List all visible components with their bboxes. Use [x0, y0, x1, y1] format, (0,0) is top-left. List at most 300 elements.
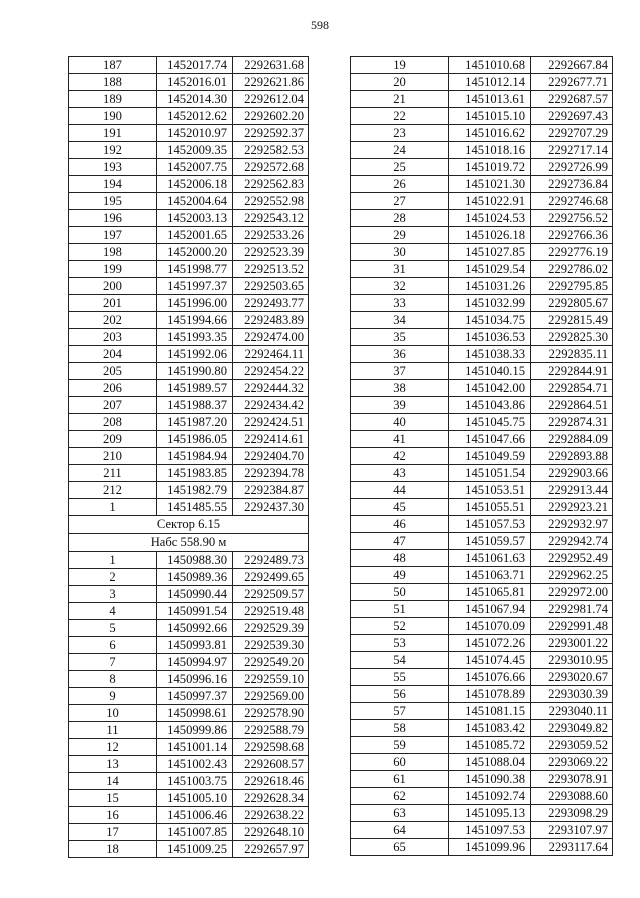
- table-row: [69, 688, 309, 705]
- y-coordinate-cell: 2292631.68: [233, 57, 309, 74]
- table-row: [351, 771, 613, 788]
- x-coordinate-cell: 1451065.81: [449, 584, 531, 601]
- x-coordinate-cell: 1451029.54: [449, 261, 531, 278]
- y-coordinate-cell: 2292493.77: [233, 295, 309, 312]
- x-coordinate-cell: 1450999.86: [157, 722, 233, 739]
- x-coordinate-cell: 1451013.61: [449, 91, 531, 108]
- page-number: 598: [311, 18, 329, 32]
- table-row: [69, 414, 309, 431]
- point-number-cell: 63: [351, 805, 449, 822]
- y-coordinate-cell: 2292612.04: [233, 91, 309, 108]
- x-coordinate-cell: 1451998.77: [157, 261, 233, 278]
- y-coordinate-cell: 2292618.46: [233, 773, 309, 790]
- section-height: Набс 558.90 м: [69, 534, 309, 552]
- y-coordinate-cell: 2292726.99: [531, 159, 613, 176]
- y-coordinate-cell: 2292962.25: [531, 567, 613, 584]
- table-row: [69, 278, 309, 295]
- y-coordinate-cell: 2292539.30: [233, 637, 309, 654]
- y-coordinate-cell: 2292981.74: [531, 601, 613, 618]
- x-coordinate-cell: 1451006.46: [157, 807, 233, 824]
- table-row: [69, 448, 309, 465]
- point-number-cell: 60: [351, 754, 449, 771]
- table-row: [351, 805, 613, 822]
- table-row: [69, 773, 309, 790]
- x-coordinate-cell: 1451063.71: [449, 567, 531, 584]
- table-row: [69, 312, 309, 329]
- y-coordinate-cell: 2292736.84: [531, 176, 613, 193]
- y-coordinate-cell: 2292523.39: [233, 244, 309, 261]
- x-coordinate-cell: 1452012.62: [157, 108, 233, 125]
- table-row: [69, 431, 309, 448]
- y-coordinate-cell: 2292404.70: [233, 448, 309, 465]
- table-row: [69, 586, 309, 603]
- x-coordinate-cell: 1452014.30: [157, 91, 233, 108]
- table-row: [351, 754, 613, 771]
- table-row: [351, 465, 613, 482]
- y-coordinate-cell: 2292509.57: [233, 586, 309, 603]
- y-coordinate-cell: 2292474.00: [233, 329, 309, 346]
- x-coordinate-cell: 1451040.15: [449, 363, 531, 380]
- table-row: [69, 756, 309, 773]
- point-number-cell: 5: [69, 620, 157, 637]
- y-coordinate-cell: 2292559.10: [233, 671, 309, 688]
- y-coordinate-cell: 2292874.31: [531, 414, 613, 431]
- point-number-cell: 19: [351, 57, 449, 74]
- point-number-cell: 34: [351, 312, 449, 329]
- y-coordinate-cell: 2293107.97: [531, 822, 613, 839]
- point-number-cell: 208: [69, 414, 157, 431]
- point-number-cell: 32: [351, 278, 449, 295]
- table-row: [351, 57, 613, 74]
- left-coordinates-table: [68, 56, 309, 858]
- x-coordinate-cell: 1451097.53: [449, 822, 531, 839]
- point-number-cell: 1: [69, 499, 157, 516]
- table-row: [69, 125, 309, 142]
- table-row: [351, 244, 613, 261]
- table-row: [351, 788, 613, 805]
- point-number-cell: 25: [351, 159, 449, 176]
- table-row: [69, 569, 309, 586]
- point-number-cell: 46: [351, 516, 449, 533]
- x-coordinate-cell: 1451042.00: [449, 380, 531, 397]
- table-row: [351, 737, 613, 754]
- table-row: [69, 841, 309, 858]
- y-coordinate-cell: 2292786.02: [531, 261, 613, 278]
- y-coordinate-cell: 2293049.82: [531, 720, 613, 737]
- x-coordinate-cell: 1451057.53: [449, 516, 531, 533]
- point-number-cell: 41: [351, 431, 449, 448]
- x-coordinate-cell: 1451022.91: [449, 193, 531, 210]
- table-row: [351, 567, 613, 584]
- x-coordinate-cell: 1451061.63: [449, 550, 531, 567]
- x-coordinate-cell: 1451989.57: [157, 380, 233, 397]
- table-row: [351, 414, 613, 431]
- point-number-cell: 22: [351, 108, 449, 125]
- y-coordinate-cell: 2292903.66: [531, 465, 613, 482]
- y-coordinate-cell: 2292657.97: [233, 841, 309, 858]
- y-coordinate-cell: 2292533.26: [233, 227, 309, 244]
- table-row: [351, 669, 613, 686]
- table-row: [351, 193, 613, 210]
- table-row: [69, 705, 309, 722]
- y-coordinate-cell: 2292424.51: [233, 414, 309, 431]
- x-coordinate-cell: 1451090.38: [449, 771, 531, 788]
- x-coordinate-cell: 1452010.97: [157, 125, 233, 142]
- table-row: [351, 448, 613, 465]
- x-coordinate-cell: 1451045.75: [449, 414, 531, 431]
- section-title: Сектор 6.15: [69, 516, 309, 534]
- x-coordinate-cell: 1451059.57: [449, 533, 531, 550]
- x-coordinate-cell: 1451009.25: [157, 841, 233, 858]
- point-number-cell: 58: [351, 720, 449, 737]
- point-number-cell: 53: [351, 635, 449, 652]
- x-coordinate-cell: 1451067.94: [449, 601, 531, 618]
- table-row: [351, 550, 613, 567]
- point-number-cell: 37: [351, 363, 449, 380]
- point-number-cell: 193: [69, 159, 157, 176]
- point-number-cell: 52: [351, 618, 449, 635]
- point-number-cell: 50: [351, 584, 449, 601]
- point-number-cell: 31: [351, 261, 449, 278]
- table-row: [351, 822, 613, 839]
- x-coordinate-cell: 1451996.00: [157, 295, 233, 312]
- x-coordinate-cell: 1450989.36: [157, 569, 233, 586]
- table-row: [351, 431, 613, 448]
- x-coordinate-cell: 1451002.43: [157, 756, 233, 773]
- table-row: [351, 108, 613, 125]
- table-row: [69, 363, 309, 380]
- x-coordinate-cell: 1451007.85: [157, 824, 233, 841]
- table-row: [351, 482, 613, 499]
- x-coordinate-cell: 1451027.85: [449, 244, 531, 261]
- left-table-body: [69, 57, 309, 858]
- table-row: [351, 261, 613, 278]
- table-row: [351, 210, 613, 227]
- table-row: [69, 654, 309, 671]
- x-coordinate-cell: 1450997.37: [157, 688, 233, 705]
- x-coordinate-cell: 1452009.35: [157, 142, 233, 159]
- table-row: [69, 91, 309, 108]
- point-number-cell: 57: [351, 703, 449, 720]
- x-coordinate-cell: 1451047.66: [449, 431, 531, 448]
- x-coordinate-cell: 1451982.79: [157, 482, 233, 499]
- y-coordinate-cell: 2292384.87: [233, 482, 309, 499]
- x-coordinate-cell: 1452003.13: [157, 210, 233, 227]
- x-coordinate-cell: 1451010.68: [449, 57, 531, 74]
- x-coordinate-cell: 1451990.80: [157, 363, 233, 380]
- x-coordinate-cell: 1450993.81: [157, 637, 233, 654]
- point-number-cell: 42: [351, 448, 449, 465]
- y-coordinate-cell: 2292513.52: [233, 261, 309, 278]
- point-number-cell: 55: [351, 669, 449, 686]
- table-row: [351, 686, 613, 703]
- point-number-cell: 4: [69, 603, 157, 620]
- table-row: [351, 295, 613, 312]
- table-row: [69, 637, 309, 654]
- point-number-cell: 13: [69, 756, 157, 773]
- point-number-cell: 192: [69, 142, 157, 159]
- point-number-cell: 201: [69, 295, 157, 312]
- point-number-cell: 200: [69, 278, 157, 295]
- y-coordinate-cell: 2292884.09: [531, 431, 613, 448]
- point-number-cell: 40: [351, 414, 449, 431]
- y-coordinate-cell: 2292394.78: [233, 465, 309, 482]
- x-coordinate-cell: 1451034.75: [449, 312, 531, 329]
- table-row: [69, 722, 309, 739]
- point-number-cell: 16: [69, 807, 157, 824]
- y-coordinate-cell: 2292572.68: [233, 159, 309, 176]
- point-number-cell: 21: [351, 91, 449, 108]
- right-coordinates-table: [350, 56, 613, 856]
- table-row: [351, 397, 613, 414]
- table-row: [69, 790, 309, 807]
- point-number-cell: 194: [69, 176, 157, 193]
- point-number-cell: 8: [69, 671, 157, 688]
- table-row: [69, 57, 309, 74]
- x-coordinate-cell: 1451074.45: [449, 652, 531, 669]
- point-number-cell: 20: [351, 74, 449, 91]
- point-number-cell: 198: [69, 244, 157, 261]
- x-coordinate-cell: 1451081.15: [449, 703, 531, 720]
- y-coordinate-cell: 2293078.91: [531, 771, 613, 788]
- y-coordinate-cell: 2292923.21: [531, 499, 613, 516]
- x-coordinate-cell: 1451088.04: [449, 754, 531, 771]
- point-number-cell: 205: [69, 363, 157, 380]
- table-row: [69, 380, 309, 397]
- y-coordinate-cell: 2292972.00: [531, 584, 613, 601]
- table-row: [351, 91, 613, 108]
- x-coordinate-cell: 1451055.51: [449, 499, 531, 516]
- x-coordinate-cell: 1451024.53: [449, 210, 531, 227]
- x-coordinate-cell: 1451997.37: [157, 278, 233, 295]
- x-coordinate-cell: 1451085.72: [449, 737, 531, 754]
- x-coordinate-cell: 1451015.10: [449, 108, 531, 125]
- y-coordinate-cell: 2293088.60: [531, 788, 613, 805]
- point-number-cell: 15: [69, 790, 157, 807]
- y-coordinate-cell: 2292697.43: [531, 108, 613, 125]
- table-row: [69, 482, 309, 499]
- y-coordinate-cell: 2292503.65: [233, 278, 309, 295]
- point-number-cell: 14: [69, 773, 157, 790]
- table-row: [351, 533, 613, 550]
- point-number-cell: 2: [69, 569, 157, 586]
- table-row: [351, 839, 613, 856]
- point-number-cell: 1: [69, 552, 157, 569]
- x-coordinate-cell: 1451031.26: [449, 278, 531, 295]
- y-coordinate-cell: 2292578.90: [233, 705, 309, 722]
- y-coordinate-cell: 2293020.67: [531, 669, 613, 686]
- y-coordinate-cell: 2292444.32: [233, 380, 309, 397]
- table-row: [351, 312, 613, 329]
- y-coordinate-cell: 2292717.14: [531, 142, 613, 159]
- x-coordinate-cell: 1451053.51: [449, 482, 531, 499]
- x-coordinate-cell: 1451038.33: [449, 346, 531, 363]
- point-number-cell: 43: [351, 465, 449, 482]
- point-number-cell: 202: [69, 312, 157, 329]
- y-coordinate-cell: 2293001.22: [531, 635, 613, 652]
- table-row: [69, 620, 309, 637]
- point-number-cell: 3: [69, 586, 157, 603]
- table-row: [351, 176, 613, 193]
- table-row: [351, 652, 613, 669]
- x-coordinate-cell: 1451986.05: [157, 431, 233, 448]
- y-coordinate-cell: 2292854.71: [531, 380, 613, 397]
- point-number-cell: 11: [69, 722, 157, 739]
- point-number-cell: 206: [69, 380, 157, 397]
- point-number-cell: 195: [69, 193, 157, 210]
- table-row: [351, 380, 613, 397]
- table-row: [351, 618, 613, 635]
- point-number-cell: 210: [69, 448, 157, 465]
- y-coordinate-cell: 2293059.52: [531, 737, 613, 754]
- point-number-cell: 18: [69, 841, 157, 858]
- point-number-cell: 30: [351, 244, 449, 261]
- y-coordinate-cell: 2292437.30: [233, 499, 309, 516]
- y-coordinate-cell: 2292805.67: [531, 295, 613, 312]
- y-coordinate-cell: 2292582.53: [233, 142, 309, 159]
- y-coordinate-cell: 2292835.11: [531, 346, 613, 363]
- y-coordinate-cell: 2292766.36: [531, 227, 613, 244]
- x-coordinate-cell: 1451001.14: [157, 739, 233, 756]
- table-row: [351, 499, 613, 516]
- y-coordinate-cell: 2292621.86: [233, 74, 309, 91]
- section-header-row: [69, 534, 309, 552]
- y-coordinate-cell: 2292543.12: [233, 210, 309, 227]
- y-coordinate-cell: 2292562.83: [233, 176, 309, 193]
- table-row: [351, 142, 613, 159]
- point-number-cell: 199: [69, 261, 157, 278]
- table-row: [69, 227, 309, 244]
- table-row: [351, 227, 613, 244]
- x-coordinate-cell: 1452016.01: [157, 74, 233, 91]
- point-number-cell: 211: [69, 465, 157, 482]
- point-number-cell: 189: [69, 91, 157, 108]
- x-coordinate-cell: 1451036.53: [449, 329, 531, 346]
- point-number-cell: 48: [351, 550, 449, 567]
- table-row: [351, 329, 613, 346]
- point-number-cell: 23: [351, 125, 449, 142]
- point-number-cell: 49: [351, 567, 449, 584]
- y-coordinate-cell: 2292529.39: [233, 620, 309, 637]
- point-number-cell: 51: [351, 601, 449, 618]
- y-coordinate-cell: 2292795.85: [531, 278, 613, 295]
- y-coordinate-cell: 2292588.79: [233, 722, 309, 739]
- table-row: [351, 125, 613, 142]
- x-coordinate-cell: 1452004.64: [157, 193, 233, 210]
- point-number-cell: 17: [69, 824, 157, 841]
- y-coordinate-cell: 2292499.65: [233, 569, 309, 586]
- table-row: [351, 601, 613, 618]
- table-row: [69, 603, 309, 620]
- point-number-cell: 62: [351, 788, 449, 805]
- y-coordinate-cell: 2292746.68: [531, 193, 613, 210]
- y-coordinate-cell: 2292569.00: [233, 688, 309, 705]
- x-coordinate-cell: 1451992.06: [157, 346, 233, 363]
- y-coordinate-cell: 2292598.68: [233, 739, 309, 756]
- point-number-cell: 190: [69, 108, 157, 125]
- y-coordinate-cell: 2292414.61: [233, 431, 309, 448]
- table-row: [351, 584, 613, 601]
- y-coordinate-cell: 2292592.37: [233, 125, 309, 142]
- y-coordinate-cell: 2292952.49: [531, 550, 613, 567]
- x-coordinate-cell: 1451988.37: [157, 397, 233, 414]
- point-number-cell: 212: [69, 482, 157, 499]
- point-number-cell: 39: [351, 397, 449, 414]
- point-number-cell: 35: [351, 329, 449, 346]
- x-coordinate-cell: 1450990.44: [157, 586, 233, 603]
- x-coordinate-cell: 1451072.26: [449, 635, 531, 652]
- point-number-cell: 12: [69, 739, 157, 756]
- y-coordinate-cell: 2292893.88: [531, 448, 613, 465]
- y-coordinate-cell: 2292756.52: [531, 210, 613, 227]
- point-number-cell: 29: [351, 227, 449, 244]
- point-number-cell: 7: [69, 654, 157, 671]
- x-coordinate-cell: 1451003.75: [157, 773, 233, 790]
- table-row: [69, 159, 309, 176]
- y-coordinate-cell: 2292677.71: [531, 74, 613, 91]
- point-number-cell: 36: [351, 346, 449, 363]
- table-row: [69, 142, 309, 159]
- x-coordinate-cell: 1451983.85: [157, 465, 233, 482]
- point-number-cell: 44: [351, 482, 449, 499]
- y-coordinate-cell: 2292707.29: [531, 125, 613, 142]
- table-row: [69, 74, 309, 91]
- table-row: [351, 363, 613, 380]
- point-number-cell: 191: [69, 125, 157, 142]
- x-coordinate-cell: 1452007.75: [157, 159, 233, 176]
- y-coordinate-cell: 2292932.97: [531, 516, 613, 533]
- y-coordinate-cell: 2293098.29: [531, 805, 613, 822]
- table-row: [351, 720, 613, 737]
- x-coordinate-cell: 1451083.42: [449, 720, 531, 737]
- point-number-cell: 24: [351, 142, 449, 159]
- y-coordinate-cell: 2293069.22: [531, 754, 613, 771]
- table-row: [69, 397, 309, 414]
- x-coordinate-cell: 1451099.96: [449, 839, 531, 856]
- table-row: [69, 807, 309, 824]
- point-number-cell: 61: [351, 771, 449, 788]
- x-coordinate-cell: 1451051.54: [449, 465, 531, 482]
- table-row: [351, 635, 613, 652]
- y-coordinate-cell: 2293010.95: [531, 652, 613, 669]
- y-coordinate-cell: 2293030.39: [531, 686, 613, 703]
- y-coordinate-cell: 2292638.22: [233, 807, 309, 824]
- x-coordinate-cell: 1451019.72: [449, 159, 531, 176]
- y-coordinate-cell: 2292454.22: [233, 363, 309, 380]
- point-number-cell: 197: [69, 227, 157, 244]
- y-coordinate-cell: 2292844.91: [531, 363, 613, 380]
- y-coordinate-cell: 2292628.34: [233, 790, 309, 807]
- point-number-cell: 28: [351, 210, 449, 227]
- point-number-cell: 59: [351, 737, 449, 754]
- table-row: [351, 346, 613, 363]
- y-coordinate-cell: 2292489.73: [233, 552, 309, 569]
- y-coordinate-cell: 2292864.51: [531, 397, 613, 414]
- point-number-cell: 196: [69, 210, 157, 227]
- x-coordinate-cell: 1451987.20: [157, 414, 233, 431]
- point-number-cell: 9: [69, 688, 157, 705]
- y-coordinate-cell: 2292602.20: [233, 108, 309, 125]
- point-number-cell: 47: [351, 533, 449, 550]
- x-coordinate-cell: 1452001.65: [157, 227, 233, 244]
- x-coordinate-cell: 1451021.30: [449, 176, 531, 193]
- x-coordinate-cell: 1451049.59: [449, 448, 531, 465]
- point-number-cell: 6: [69, 637, 157, 654]
- table-row: [351, 516, 613, 533]
- x-coordinate-cell: 1451012.14: [449, 74, 531, 91]
- y-coordinate-cell: 2292483.89: [233, 312, 309, 329]
- x-coordinate-cell: 1452017.74: [157, 57, 233, 74]
